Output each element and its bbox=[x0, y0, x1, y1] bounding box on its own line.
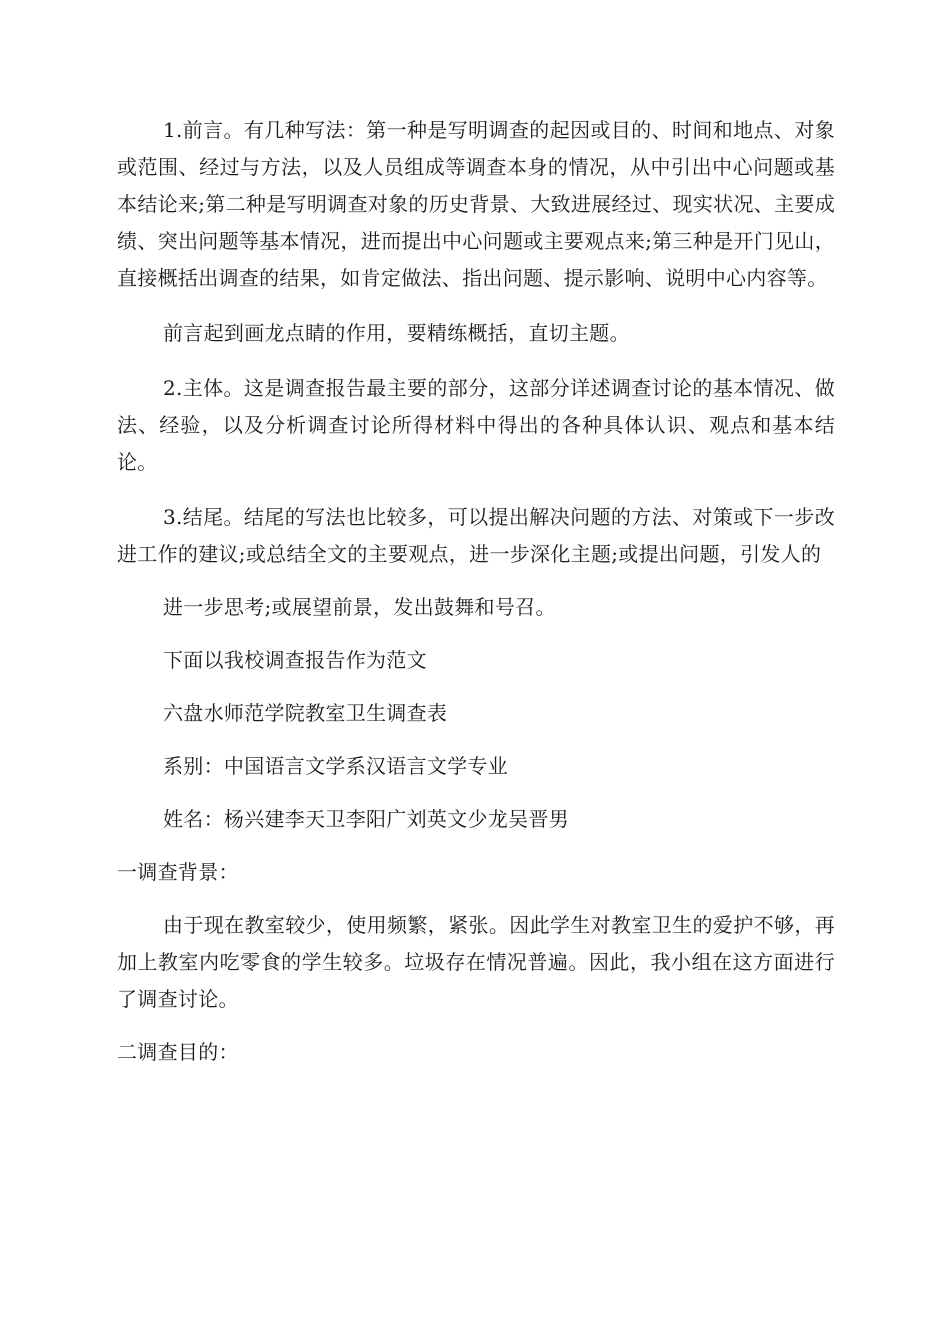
paragraph-ending: 3.结尾。结尾的写法也比较多，可以提出解决问题的方法、对策或下一步改进工作的建议;或总结全文的主要观点，进一步深化主题;或提出问题，引发人的 bbox=[117, 505, 835, 566]
paragraph-names: 姓名：杨兴建李天卫李阳广刘英文少龙吴晋男 bbox=[163, 807, 569, 831]
paragraph-sample-intro: 下面以我校调查报告作为范文 bbox=[163, 648, 427, 672]
paragraph-preface-note: 前言起到画龙点睛的作用，要精练概括，直切主题。 bbox=[163, 321, 630, 345]
document-page bbox=[117, 112, 835, 1071]
paragraph-background: 由于现在教室较少，使用频繁，紧张。因此学生对教室卫生的爱护不够，再加上教室内吃零食的学生较多。垃圾存在情况普遍。因此，我小组在这方面进行了调查讨论。 bbox=[117, 913, 835, 1011]
paragraph-department: 系别：中国语言文学系汉语言文学专业 bbox=[163, 754, 509, 778]
paragraph-survey-title: 六盘水师范学院教室卫生调查表 bbox=[163, 701, 448, 725]
paragraph-preface: 1.前言。有几种写法：第一种是写明调查的起因或目的、时间和地点、对象或范围、经过与方法，以及人员组成等调查本身的情况，从中引出中心问题或基本结论来;第二种是写明调查对象的历史背景、大致进展经过、现实状况、主要成绩、突出问题等基本情况，进而提出中心问题或主要观点来;第三种是开门见山，直接概括出调查的结果，如肯定做法、指出问题、提示影响、说明中心内容等。 bbox=[117, 118, 835, 290]
paragraph-ending-cont: 进一步思考;或展望前景，发出鼓舞和号召。 bbox=[163, 595, 556, 619]
section-heading-background: 一调查背景： bbox=[117, 860, 239, 884]
paragraph-body: 2.主体。这是调查报告最主要的部分，这部分详述调查讨论的基本情况、做法、经验，以及分析调查讨论所得材料中得出的各种具体认识、观点和基本结论。 bbox=[117, 376, 835, 474]
section-heading-purpose: 二调查目的： bbox=[117, 1040, 239, 1064]
